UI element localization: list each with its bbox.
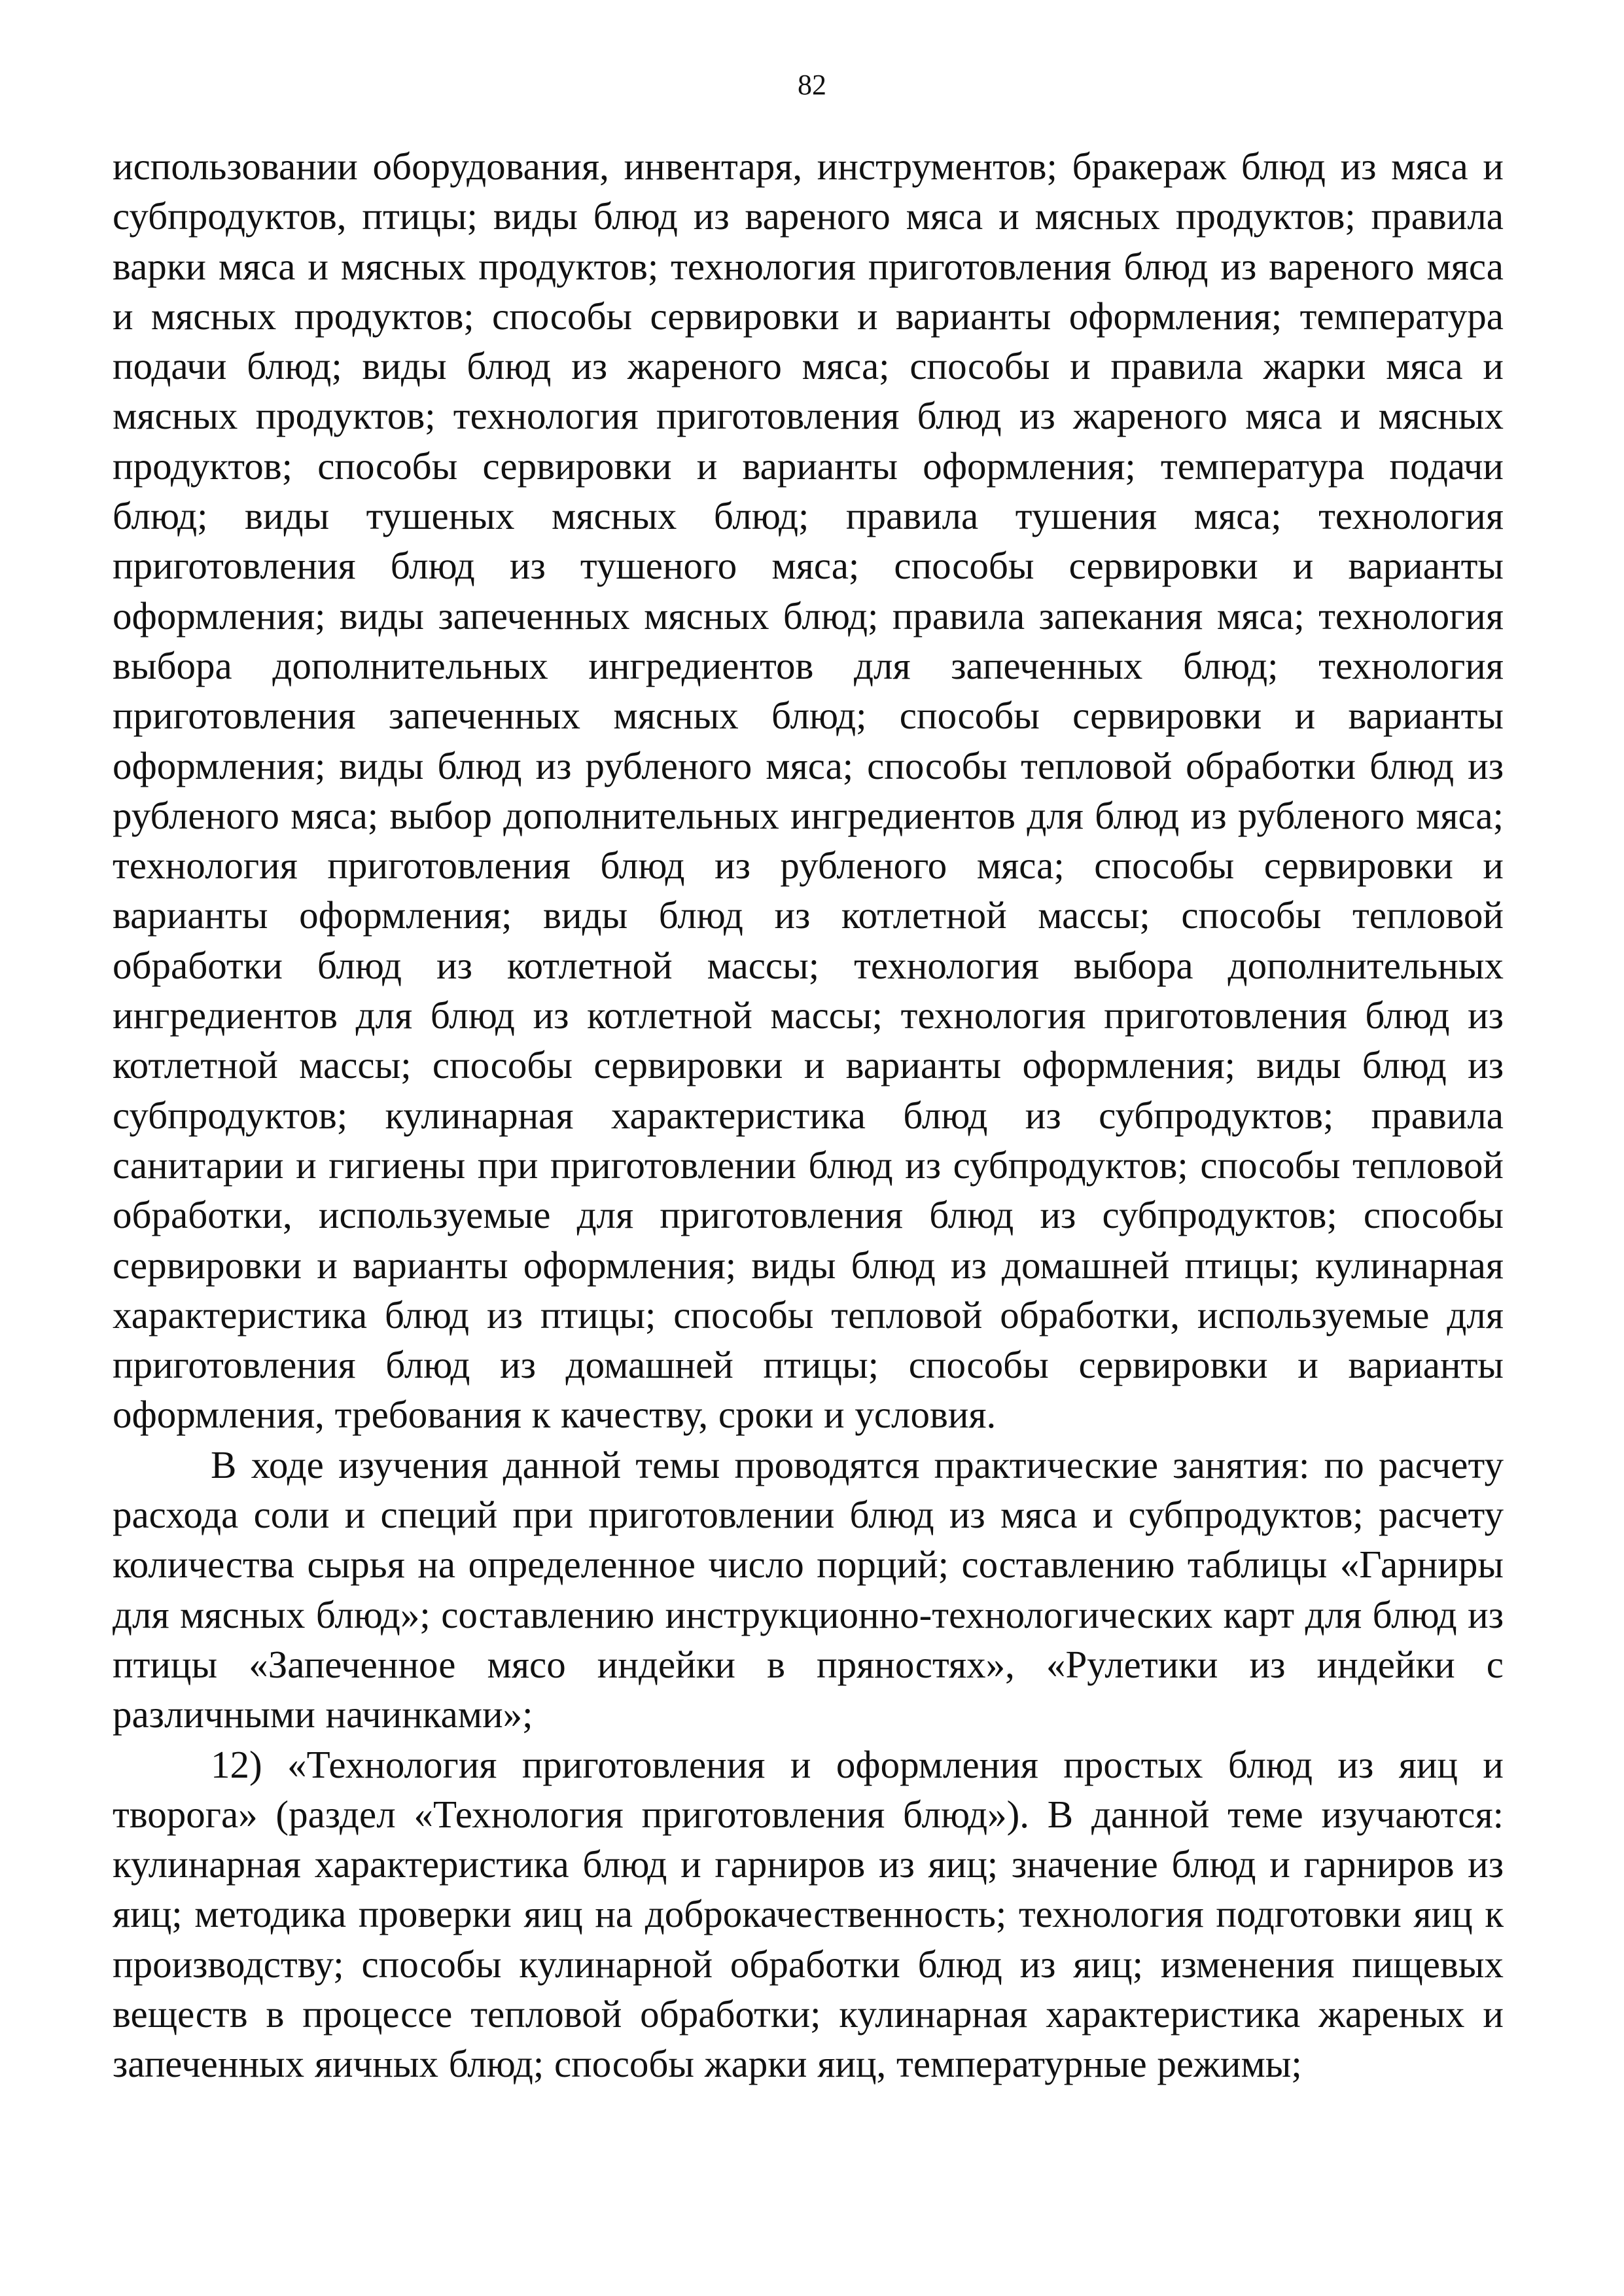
paragraph-continuation: использовании оборудования, инвентаря, инструментов; бракераж блюд из мяса и субпродуктов, птицы; виды блюд из вареного мяса и мясных продуктов; правила варки мяса и мясных продуктов; технология приготовления блюд из вареного мяса и мясных продуктов; способы сервировки и варианты оформления; температура подачи блюд; виды блюд из жареного мяса; способы и правила жарки мяса и мясных продуктов; технология приготовления блюд из жареного мяса и мясных продуктов; способы сервировки и варианты оформления; температура подачи блюд; виды тушеных мясных блюд; правила тушения мяса; технология приготовления блюд из тушеного мяса; способы сервировки и варианты оформления; виды запеченных мясных блюд; правила запекания мяса; технология выбора дополнительных ингредиентов для запеченных блюд; технология приготовления запеченных мясных блюд; способы сервировки и варианты оформления; виды блюд из рубленого мяса; способы тепловой обработки блюд из рубленого мяса; выбор дополнительных ингредиентов для блюд из рубленого мяса; технология приготовления блюд из рубленого мяса; способы сервировки и варианты оформления; виды блюд из котлетной массы; способы тепловой обработки блюд из котлетной массы; технология выбора дополнительных ингредиентов для блюд из котлетной массы; технология приготовления блюд из котлетной массы; способы сервировки и варианты оформления; виды блюд из субпродуктов; кулинарная характеристика блюд из субпродуктов; правила санитарии и гигиены при приготовлении блюд из субпродуктов; способы тепловой обработки, используемые для приготовления блюд из субпродуктов; способы сервировки и варианты оформления; виды блюд из домашней птицы; кулинарная характеристика блюд из птицы; способы тепловой обработки, используемые для приготовления блюд из домашней птицы; способы сервировки и варианты оформления, требования к качеству, сроки и условия. [113,145,1504,1437]
page-body [113,141,1504,2089]
page-number: 82 [798,69,826,101]
paragraph-practical-classes: В ходе изучения данной темы проводятся практические занятия: по расчету расхода соли и специй при приготовлении блюд из мяса и субпродуктов; расчету количества сырья на определенное число порций; составлению таблицы «Гарниры для мясных блюд»; составлению инструкционно-технологических карт для блюд из птицы «Запеченное мясо индейки в пряностях», «Рулетики из индейки с различными начинками»; [113,1443,1504,1736]
paragraph-topic-12: 12) «Технология приготовления и оформления простых блюд из яиц и творога» (раздел «Технология приготовления блюд»). В данной теме изучаются: кулинарная характеристика блюд и гарниров из яиц; значение блюд и гарниров из яиц; методика проверки яиц на доброкачественность; технология подготовки яиц к производству; способы кулинарной обработки блюд из яиц; изменения пищевых веществ в процессе тепловой обработки; кулинарная характеристика жареных и запеченных яичных блюд; способы жарки яиц, температурные режимы; [113,1742,1504,2086]
